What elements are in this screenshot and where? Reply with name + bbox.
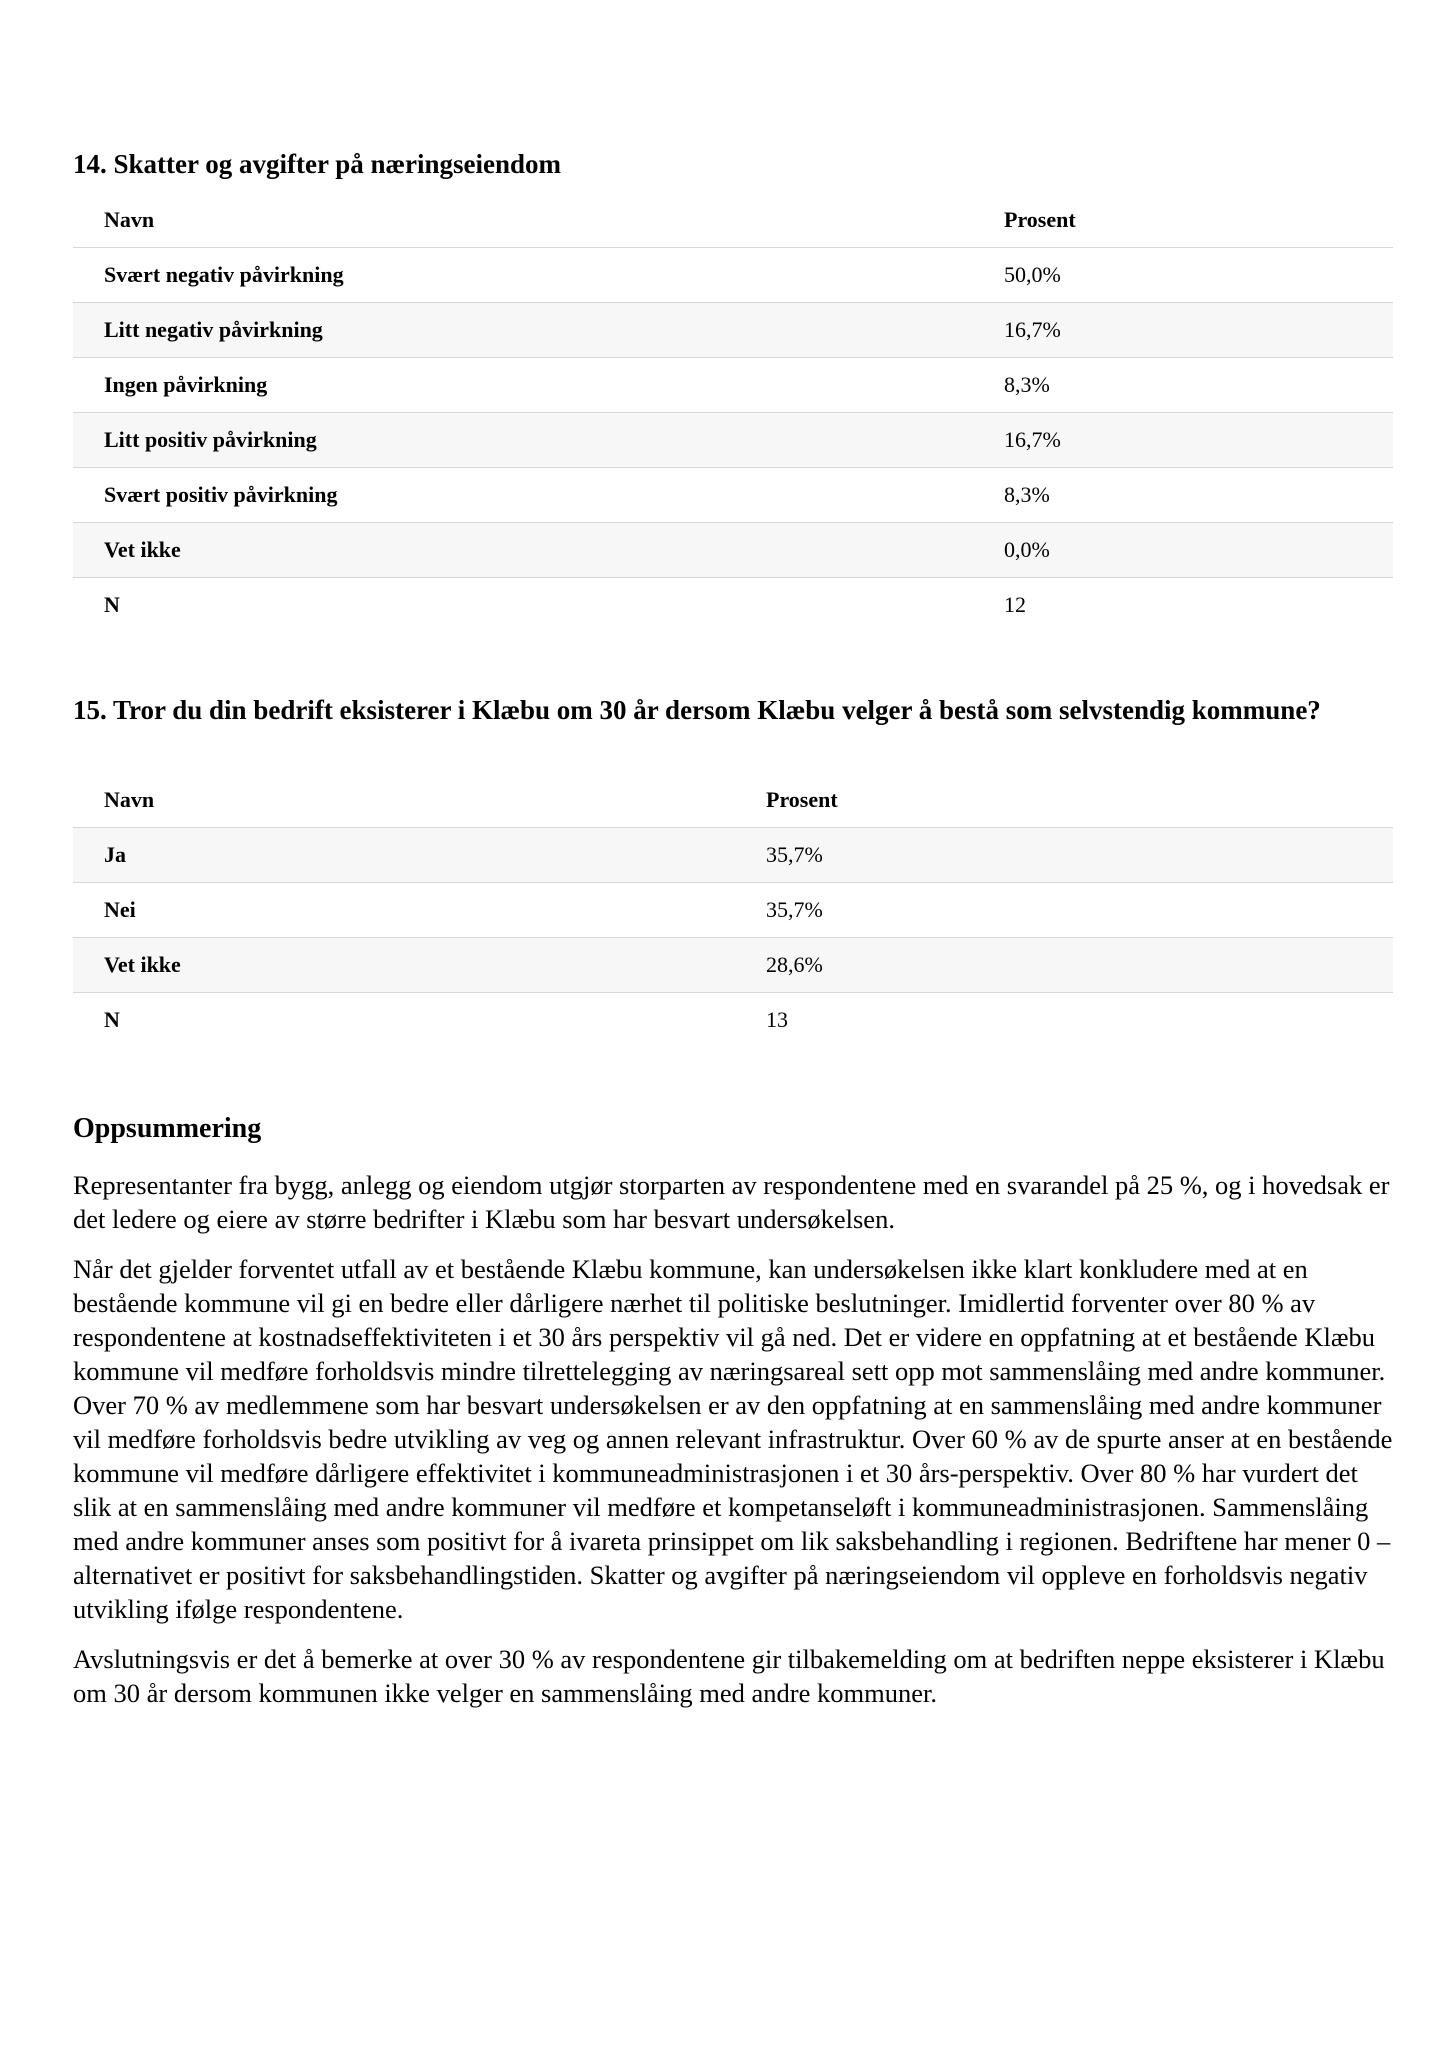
table-row-total bbox=[73, 578, 1393, 633]
row-name: Vet ikke bbox=[104, 952, 181, 977]
table-header-row bbox=[73, 193, 1393, 248]
summary-paragraph: Avslutningsvis er det å bemerke at over 30 % av respondentene gir tilbakemelding om at bedriften neppe eksisterer i Klæbu om 30 år dersom kommunen ikke velger en sammenslåing med andre kommuner. bbox=[73, 1644, 1385, 1708]
summary-paragraph: Representanter fra bygg, anlegg og eiendom utgjør storparten av respondentene med en svarandel på 25 %, og i hovedsak er det ledere og eiere av større bedrifter i Klæbu som har besvart undersøkelsen. bbox=[73, 1170, 1390, 1234]
table-row-total bbox=[73, 993, 1393, 1048]
table-row bbox=[73, 883, 1393, 938]
row-value: 28,6% bbox=[766, 952, 823, 977]
row-name: N bbox=[104, 592, 120, 617]
row-value: 8,3% bbox=[1004, 372, 1050, 397]
table-row bbox=[73, 358, 1393, 413]
row-name: Litt positiv påvirkning bbox=[104, 427, 317, 452]
q15-heading: 15. Tror du din bedrift eksisterer i Klæbu om 30 år dersom Klæbu velger å bestå som selvstendig kommune? bbox=[73, 695, 1321, 725]
row-value: 16,7% bbox=[1004, 317, 1061, 342]
row-name: Svært positiv påvirkning bbox=[104, 482, 338, 507]
row-value: 8,3% bbox=[1004, 482, 1050, 507]
row-name: Ja bbox=[104, 842, 126, 867]
row-value: 35,7% bbox=[766, 897, 823, 922]
row-name: N bbox=[104, 1007, 120, 1032]
q15-table bbox=[73, 773, 1393, 1047]
row-value: 50,0% bbox=[1004, 262, 1061, 287]
row-name: Vet ikke bbox=[104, 537, 181, 562]
column-header-percent: Prosent bbox=[973, 193, 1393, 248]
q14-table bbox=[73, 193, 1393, 632]
table-header-row bbox=[73, 773, 1393, 828]
table-row bbox=[73, 413, 1393, 468]
table-row bbox=[73, 303, 1393, 358]
row-value: 12 bbox=[1004, 592, 1026, 617]
summary-body bbox=[73, 1168, 1393, 1726]
summary-heading: Oppsummering bbox=[73, 1113, 262, 1144]
column-header-percent: Prosent bbox=[735, 773, 1393, 828]
row-value: 16,7% bbox=[1004, 427, 1061, 452]
row-name: Svært negativ påvirkning bbox=[104, 262, 344, 287]
q14-heading: 14. Skatter og avgifter på næringseiendom bbox=[73, 149, 561, 179]
summary-paragraph: Når det gjelder forventet utfall av et bestående Klæbu kommune, kan undersøkelsen ikke klart konkludere med at en bestående kommune vil gi en bedre eller dårligere nærhet til politiske beslutninger. Imidlertid forventer over 80 % av respondentene at kostnadseffektiviteten i et 30 års perspektiv vil gå ned. Det er videre en oppfatning at et bestående Klæbu kommune vil medføre forholdsvis mindre tilrettelegging av næringsareal sett opp mot sammenslåing med andre kommuner. Over 70 % av medlemmene som har besvart undersøkelsen er av den oppfatning at en sammenslåing med andre kommuner vil medføre forholdsvis bedre utvikling av veg og annen relevant infrastruktur. Over 60 % av de spurte anser at en bestående kommune vil medføre dårligere effektivitet i kommuneadministrasjonen i et 30 års-perspektiv. Over 80 % har vurdert det slik at en sammenslåing med andre kommuner vil medføre et kompetanseløft i kommuneadministrasjonen. Sammenslåing med andre kommuner anses som positivt for å ivareta prinsippet om lik saksbehandling i regionen. Bedriftene har mener 0 – alternativet er positivt for saksbehandlingstiden. Skatter og avgifter på næringseiendom vil oppleve en forholdsvis negativ utvikling ifølge respondentene. bbox=[73, 1254, 1393, 1624]
column-header-name: Navn bbox=[73, 773, 735, 828]
table-row bbox=[73, 523, 1393, 578]
row-value: 0,0% bbox=[1004, 537, 1050, 562]
row-name: Litt negativ påvirkning bbox=[104, 317, 323, 342]
row-value: 13 bbox=[766, 1007, 788, 1032]
row-name: Nei bbox=[104, 897, 136, 922]
row-name: Ingen påvirkning bbox=[104, 372, 268, 397]
table-row bbox=[73, 938, 1393, 993]
table-row bbox=[73, 828, 1393, 883]
table-row bbox=[73, 468, 1393, 523]
row-value: 35,7% bbox=[766, 842, 823, 867]
table-row bbox=[73, 248, 1393, 303]
column-header-name: Navn bbox=[73, 193, 973, 248]
